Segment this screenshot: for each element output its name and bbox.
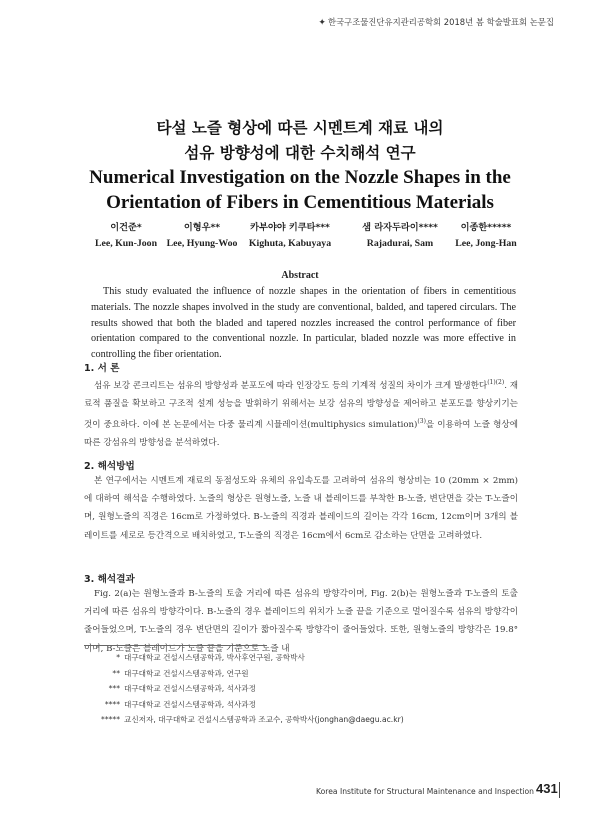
citation-ref: (1)(2)	[487, 379, 505, 386]
author-english-name: Kighuta, Kabuyaya	[248, 238, 332, 249]
footnote-mark: *****	[101, 715, 120, 725]
author	[160, 219, 244, 249]
footnote-mark: ****	[104, 699, 120, 709]
page-number-divider	[559, 782, 560, 798]
author-korean-name: 이건준*	[110, 222, 142, 233]
footnote	[84, 650, 404, 666]
footnote-text: 대구대학교 건설시스템공학과, 석사과정	[124, 699, 256, 709]
footnote	[84, 666, 404, 682]
footnote	[84, 712, 404, 728]
footnote-mark: ***	[108, 684, 120, 694]
footnote-mark: *	[116, 653, 120, 662]
journal-logo-icon: ✦	[318, 18, 326, 28]
footnote-text: 교신저자, 대구대학교 건설시스템공학과 조교수, 공학박사(jonghan@daegu.ac.kr)	[124, 715, 404, 725]
footnote	[84, 697, 404, 713]
section-heading-results: 3. 해석결과	[84, 574, 135, 585]
english-title-line-1: Numerical Investigation on the Nozzle Shapes in the	[89, 167, 511, 188]
footnote-mark: **	[112, 668, 120, 678]
abstract-heading: Abstract	[281, 270, 319, 281]
footnote	[84, 681, 404, 697]
korean-title-line-2: 섬유 방향성에 대한 수치해석 연구	[184, 144, 416, 162]
author	[84, 219, 168, 249]
footer-institute: Korea Institute for Structural Maintenance and Inspection	[316, 787, 534, 796]
intro-text-part-2: . 재료적 품질을 확보하고 구조적 설계 성능을 발휘하기 위해서는 보강 섬유의 방향성을 제어하고 분포도를 향상키기는 것이 중요하다. 이에 본 논문에서는 다중 물리계 시뮬레이션(multiphysics simulation)	[84, 380, 519, 431]
method-paragraph: 본 연구에서는 시멘트계 재료의 동점성도와 유체의 유입속도를 고려하여 섬유의 형상비는 10 (20mm × 2mm)에 대하여 해석을 수행하였다. 노즐의 형상은 원형노즐, 노즐 내 블레이드를 부착한 B-노즐, 변단면을 갖는 T-노즐이며, 원형노즐의 직경은 16cm로 가정하였다. B-노즐의 직경과 블레이드의 길이는 각각 16cm, 12cm이며 3개의 블레이트를 세로로 등간격으로 배치하였고, T-노즐의 직경은 16cm에서 6cm로 감소하는 단면을 고려하였다.	[84, 476, 518, 541]
journal-name: 한국구조물진단유지관리공학회 2018년 봄 학술발표회 논문집	[327, 17, 554, 27]
footnote-text: 대구대학교 건설시스템공학과, 연구원	[124, 668, 249, 678]
author	[238, 219, 342, 249]
author-korean-name: 샘 라자두라이****	[362, 222, 438, 233]
english-title-line-2: Orientation of Fibers in Cementitious Materials	[106, 192, 494, 213]
page-number: 431	[536, 781, 558, 796]
author	[350, 219, 450, 249]
author-english-name: Lee, Kun-Joon	[94, 238, 158, 249]
author-korean-name: 카부야야 키쿠타***	[250, 222, 330, 233]
section-heading-introduction: 1. 서 론	[84, 363, 120, 374]
section-heading-method: 2. 해석방법	[84, 461, 135, 472]
results-paragraph: Fig. 2(a)는 원형노즐과 B-노즐의 토출 거리에 따른 섬유의 방향각이며, Fig. 2(b)는 원형노즐과 T-노즐의 토출 거리에 따른 섬유의 방향각이다. B-노즐의 경우 블레이드의 위치가 노즐 끝을 기준으로 멀어질수록 섬유의 방향각이 줄어들었으며, T-노즐의 경우 변단면의 길이가 짧아질수록 방향각이 줄어들었다. 또한, 원형노즐의 방향각은 19.8°이며, B-노즐은 블레이드가 노즐 끝을 기준으로 노즐 내	[84, 589, 518, 654]
intro-text-part-3: 을 이용하여 노즐 형상에 따른 강섬유의 방향성을 분석하였다.	[84, 420, 518, 449]
running-header	[318, 16, 554, 28]
author	[446, 219, 526, 249]
footnote-divider	[84, 645, 267, 646]
introduction-paragraph	[84, 374, 518, 453]
author-english-name: Rajadurai, Sam	[366, 238, 434, 249]
abstract-text: This study evaluated the influence of nozzle shapes in the orientation of fibers in cementitious materials. The nozzle shapes involved in the study are conventional, balded, and tapered circulars. The results showed that both the bladed and tapered nozzles increased the control performance of fiber orientation compared to the conventional nozzle. In particular, bladed nozzle was more effective in controlling the fiber orientation.	[91, 286, 516, 361]
author-english-name: Lee, Jong-Han	[455, 238, 517, 249]
footnote-text: 대구대학교 건설시스템공학과, 박사후연구원, 공학박사	[124, 653, 305, 662]
author-korean-name: 이형우**	[183, 222, 221, 233]
author-korean-name: 이종한*****	[460, 222, 512, 233]
author-english-name: Lee, Hyung-Woo	[166, 238, 238, 249]
intro-text-part-1: 섬유 보강 콘크리트는 섬유의 방향성과 분포도에 따라 인장강도 등의 기계적 성질의 차이가 크게 발생한다	[94, 380, 488, 391]
korean-title-line-1: 타설 노즐 형상에 따른 시멘트계 재료 내의	[156, 119, 444, 137]
footnote-text: 대구대학교 건설시스템공학과, 석사과정	[124, 684, 256, 694]
citation-ref: (3)	[417, 418, 426, 426]
footnotes	[84, 650, 404, 728]
